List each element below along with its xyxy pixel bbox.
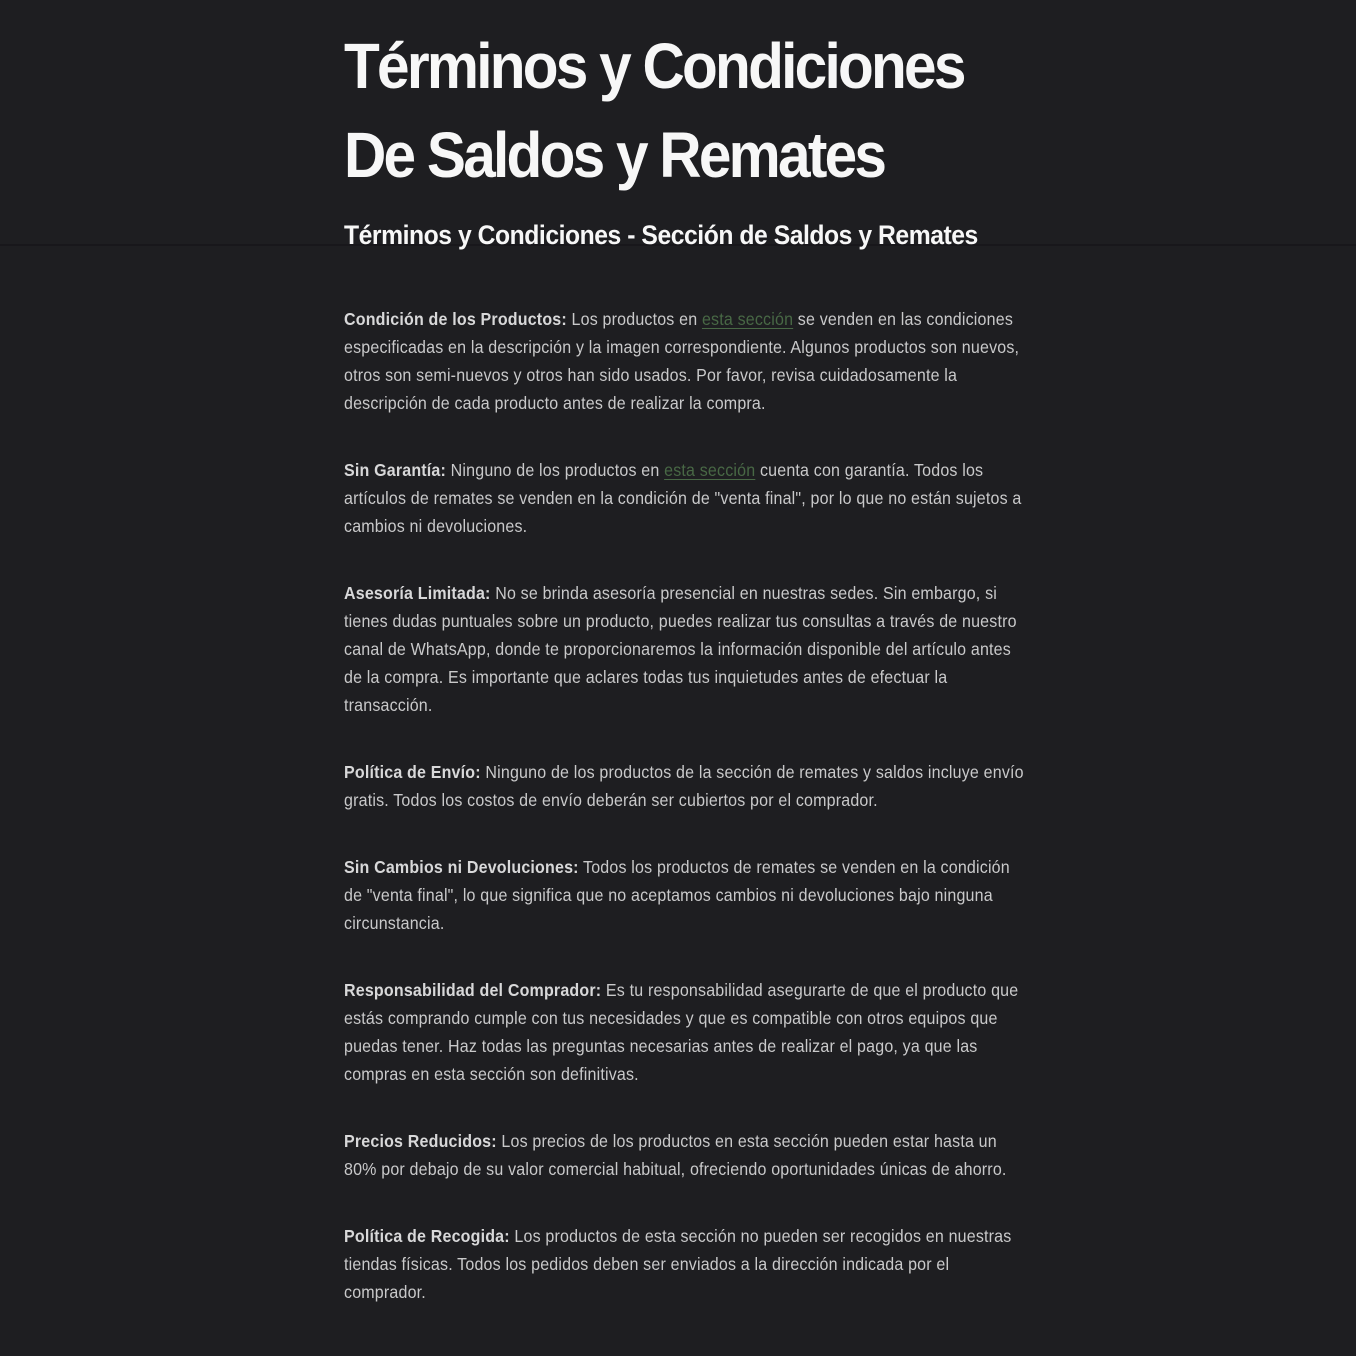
terms-paragraph <box>344 1222 1028 1306</box>
terms-paragraph <box>344 758 1028 814</box>
paragraph-text: Los productos de esta sección no pueden ser recogidos en nuestras tiendas físicas. Todos los pedidos deben ser enviados a la dirección indicada por el comprador. <box>344 1226 1012 1302</box>
paragraph-text: Los productos en <box>566 309 702 329</box>
terms-paragraph <box>344 1127 1028 1183</box>
paragraph-label: Asesoría Limitada: <box>344 583 491 603</box>
paragraph-text: se venden en las condiciones especificadas en la descripción y la imagen correspondiente. Algunos productos son nuevos, otros son semi-nuevos y otros han sido usados. Por favor, revisa cuidadosamente la descripción de cada producto antes de realizar la compra. <box>344 309 1020 413</box>
terms-paragraph <box>344 456 1028 540</box>
page-title-line-2: De Saldos y Remates <box>344 119 885 191</box>
paragraph-text: No se brinda asesoría presencial en nuestras sedes. Sin embargo, si tienes dudas puntuales sobre un producto, puedes realizar tus consultas a través de nuestro canal de WhatsApp, donde te proporcionaremos la información disponible del artículo antes de la compra. Es importante que aclares todas tus inquietudes antes de efectuar la transacción. <box>344 583 1017 715</box>
paragraph-label: Condición de los Productos: <box>344 309 567 329</box>
section-link[interactable]: esta sección <box>664 460 756 480</box>
page-title <box>344 0 1028 200</box>
section-link[interactable]: esta sección <box>701 309 794 329</box>
terms-paragraph <box>344 305 1028 417</box>
paragraph-text: Todos los productos de remates se venden en la condición de "venta final", lo que significa que no aceptamos cambios ni devoluciones bajo ninguna circunstancia. <box>344 857 1010 933</box>
terms-paragraph <box>344 976 1028 1088</box>
terms-paragraph <box>344 579 1028 719</box>
paragraph-text: Ninguno de los productos de la sección de remates y saldos incluye envío gratis. Todos los costos de envío deberán ser cubiertos por el comprador. <box>344 762 1024 810</box>
terms-paragraph <box>344 853 1028 937</box>
paragraph-label: Precios Reducidos: <box>344 1131 497 1151</box>
paragraph-text: cuenta con garantía. Todos los artículos de remates se venden en la condición de "venta final", por lo que no están sujetos a cambios ni devoluciones. <box>344 460 1022 536</box>
paragraph-label: Sin Cambios ni Devoluciones: <box>344 857 579 877</box>
paragraph-text: Los precios de los productos en esta sección pueden estar hasta un 80% por debajo de su valor comercial habitual, ofreciendo oportunidades únicas de ahorro. <box>344 1131 1007 1179</box>
content-column <box>344 0 1028 1345</box>
terms-body <box>344 305 1028 1306</box>
paragraph-label: Sin Garantía: <box>344 460 447 480</box>
page-title-line-1: Términos y Condiciones <box>344 30 964 102</box>
paragraph-text: Es tu responsabilidad asegurarte de que el producto que estás comprando cumple con tus necesidades y que es compatible con otros equipos que puedas tener. Haz todas las preguntas necesarias antes de realizar el pago, ya que las compras en esta sección son definitivas. <box>344 980 1019 1084</box>
paragraph-label: Política de Envío: <box>344 762 481 782</box>
section-subtitle: Términos y Condiciones - Sección de Saldos y Remates <box>344 220 978 250</box>
paragraph-label: Responsabilidad del Comprador: <box>344 980 602 1000</box>
paragraph-label: Política de Recogida: <box>344 1226 510 1246</box>
paragraph-text: Ninguno de los productos en <box>446 460 665 480</box>
